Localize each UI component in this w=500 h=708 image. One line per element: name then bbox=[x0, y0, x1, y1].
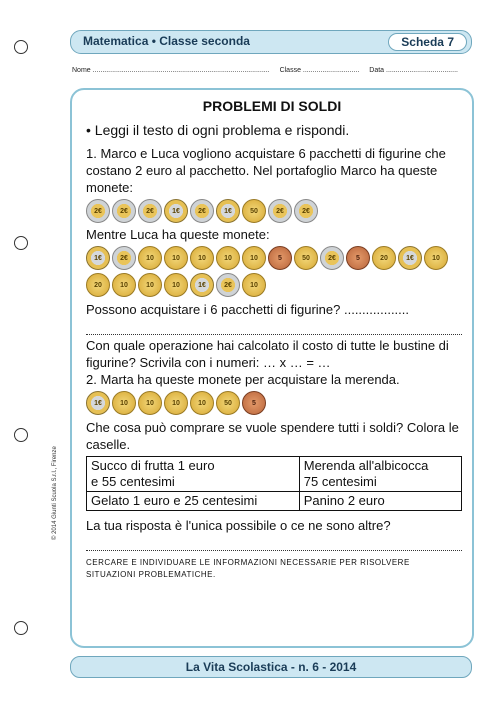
coin-icon: 50 bbox=[216, 391, 240, 415]
coin-icon: 10 bbox=[164, 391, 188, 415]
coin-icon: 10 bbox=[112, 273, 136, 297]
marta-coins bbox=[86, 391, 462, 415]
choice-merenda-line2: 75 centesimi bbox=[303, 474, 377, 489]
coin-icon: 1€ bbox=[398, 246, 422, 270]
coin-icon: 1€ bbox=[86, 246, 110, 270]
copyright-text: © 2014 Giunti Scuola S.r.l., Firenze bbox=[52, 446, 58, 540]
coin-icon: 2€ bbox=[138, 199, 162, 223]
coin-icon: 2€ bbox=[216, 273, 240, 297]
question-3: Che cosa può comprare se vuole spendere tutti i soldi? Colora le caselle. bbox=[86, 420, 459, 452]
scheda-badge: Scheda 7 bbox=[388, 33, 467, 51]
choice-succo-line1: Succo di frutta 1 euro bbox=[91, 458, 215, 473]
coin-icon: 20 bbox=[86, 273, 110, 297]
coin-icon: 2€ bbox=[112, 246, 136, 270]
coin-icon: 1€ bbox=[164, 199, 188, 223]
skill-note: CERCARE E INDIVIDUARE LE INFORMAZIONI NECESSARIE PER RISOLVERE SITUAZIONI PROBLEMATICHE. bbox=[86, 558, 410, 579]
choice-gelato[interactable]: Gelato 1 euro e 25 centesimi bbox=[87, 492, 300, 511]
problem-2-text: 2. Marta ha queste monete per acquistare la merenda. bbox=[86, 372, 400, 387]
header-bar bbox=[70, 30, 472, 54]
coin-icon: 10 bbox=[424, 246, 448, 270]
choice-succo-line2: e 55 centesimi bbox=[91, 474, 175, 489]
choice-merenda-line1: Merenda all'albicocca bbox=[303, 458, 429, 473]
class-field[interactable]: Classe ............................. bbox=[279, 67, 360, 74]
coin-icon: 20 bbox=[372, 246, 396, 270]
coin-icon: 2€ bbox=[86, 199, 110, 223]
choice-succo[interactable] bbox=[87, 457, 300, 492]
student-info-line bbox=[72, 67, 472, 74]
answer-line[interactable] bbox=[86, 536, 462, 551]
coin-icon: 10 bbox=[190, 246, 214, 270]
worksheet-title: PROBLEMI DI SOLDI bbox=[202, 98, 342, 114]
coin-icon: 1€ bbox=[86, 391, 110, 415]
binder-hole bbox=[14, 428, 28, 442]
question-4: La tua risposta è l'unica possibile o ce ne sono altre? bbox=[86, 518, 391, 533]
coin-icon: 2€ bbox=[268, 199, 292, 223]
luca-coins-row1 bbox=[86, 246, 462, 270]
coin-icon: 2€ bbox=[190, 199, 214, 223]
answer-line[interactable] bbox=[86, 320, 462, 335]
instruction: • Leggi il testo di ogni problema e rispondi. bbox=[86, 122, 350, 138]
date-field[interactable]: Data ..................................... bbox=[369, 67, 458, 74]
marco-coins bbox=[86, 199, 462, 223]
binder-hole bbox=[14, 621, 28, 635]
coin-icon: 5 bbox=[242, 391, 266, 415]
choice-merenda[interactable] bbox=[299, 457, 461, 492]
coin-icon: 10 bbox=[216, 246, 240, 270]
question-1: Possono acquistare i 6 pacchetti di figurine? .................. bbox=[86, 302, 410, 317]
question-2: Con quale operazione hai calcolato il costo di tutte le bustine di figurine? Scrivila con i numeri: … x … = … bbox=[86, 338, 449, 370]
coin-icon: 5 bbox=[346, 246, 370, 270]
coin-icon: 10 bbox=[190, 391, 214, 415]
coin-icon: 2€ bbox=[112, 199, 136, 223]
luca-intro: Mentre Luca ha queste monete: bbox=[86, 227, 270, 242]
coin-icon: 10 bbox=[112, 391, 136, 415]
coin-icon: 5 bbox=[268, 246, 292, 270]
coin-icon: 10 bbox=[138, 391, 162, 415]
choice-panino[interactable]: Panino 2 euro bbox=[299, 492, 461, 511]
coin-icon: 10 bbox=[242, 273, 266, 297]
publication-footer: La Vita Scolastica - n. 6 - 2014 bbox=[70, 656, 472, 678]
coin-icon: 50 bbox=[242, 199, 266, 223]
coin-icon: 10 bbox=[242, 246, 266, 270]
coin-icon: 10 bbox=[138, 246, 162, 270]
name-field[interactable]: Nome ........................................................................................... bbox=[72, 67, 270, 74]
coin-icon: 10 bbox=[138, 273, 162, 297]
binder-hole bbox=[14, 40, 28, 54]
coin-icon: 50 bbox=[294, 246, 318, 270]
coin-icon: 1€ bbox=[190, 273, 214, 297]
worksheet-frame bbox=[70, 88, 474, 648]
coin-icon: 2€ bbox=[320, 246, 344, 270]
coin-icon: 2€ bbox=[294, 199, 318, 223]
coin-icon: 1€ bbox=[216, 199, 240, 223]
subject-title: Matematica • Classe seconda bbox=[83, 34, 250, 48]
luca-coins-row2 bbox=[86, 273, 462, 297]
problem-1-text: 1. Marco e Luca vogliono acquistare 6 pacchetti di figurine che costano 2 euro al pacchetto. Nel portafoglio Marco ha queste monete: bbox=[86, 146, 446, 195]
choices-table bbox=[86, 456, 462, 511]
coin-icon: 10 bbox=[164, 246, 188, 270]
binder-hole bbox=[14, 236, 28, 250]
coin-icon: 10 bbox=[164, 273, 188, 297]
